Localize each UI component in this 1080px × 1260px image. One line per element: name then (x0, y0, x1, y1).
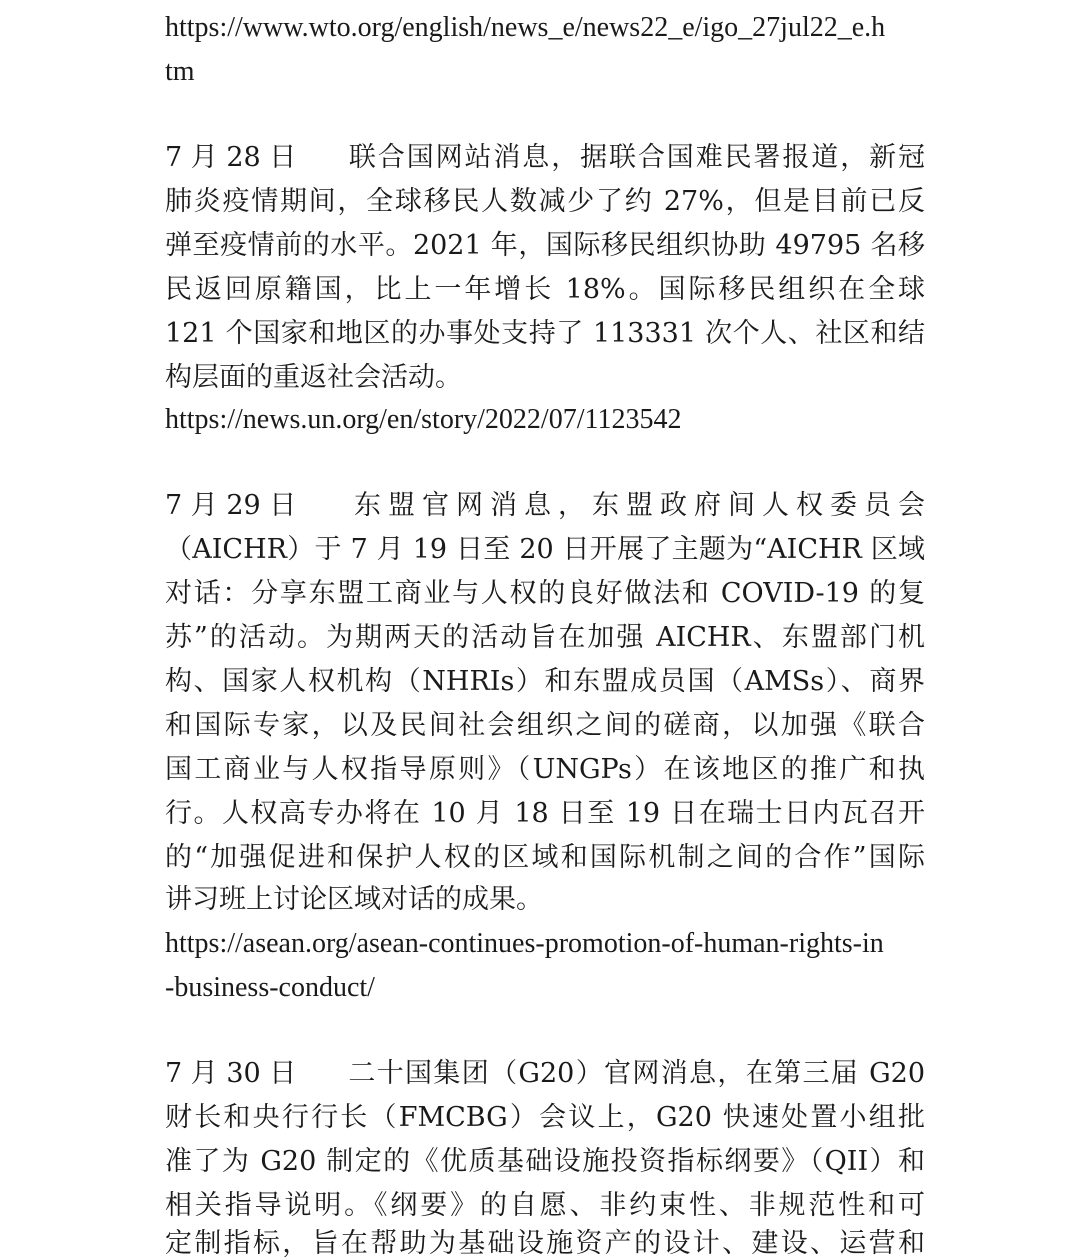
news-entry-jul29-line: 国工商业与人权指导原则》（UNGPs）在该地区的推广和执 (165, 754, 925, 785)
source-url-line[interactable]: https://asean.org/asean-continues-promotion-of-human-rights-in (165, 928, 884, 959)
source-url-line[interactable]: https://news.un.org/en/story/2022/07/1123542 (165, 404, 682, 435)
news-entry-jul30-line (165, 1052, 925, 1096)
entry-text: 二十国集团（G20）官网消息，在第三届 G20 (347, 1058, 925, 1089)
news-entry-jul30-line: 准了为 G20 制定的《优质基础设施投资指标纲要》（QII）和 (165, 1146, 925, 1177)
news-entry-jul29-line: 行。人权高专办将在 10 月 18 日至 19 日在瑞士日内瓦召开 (165, 798, 925, 829)
entry-text: 东盟官网消息，东盟政府间人权委员会 (347, 490, 925, 521)
entry-text: 联合国网站消息，据联合国难民署报道，新冠 (347, 142, 925, 173)
news-entry-jul30-line: 财长和央行行长（FMCBG）会议上，G20 快速处置小组批 (165, 1102, 925, 1133)
news-entry-jul28-line: 肺炎疫情期间，全球移民人数减少了约 27%，但是目前已反 (165, 186, 925, 217)
entry-date: 7 月 29 日 (165, 490, 297, 521)
news-entry-jul30-line: 相关指导说明。《纲要》的自愿、非约束性、非规范性和可 (165, 1190, 925, 1221)
news-entry-jul28-line: 构层面的重返社会活动。 (165, 362, 462, 393)
news-entry-jul28-line (165, 136, 925, 180)
news-entry-jul29-line: 构、国家人权机构（NHRIs）和东盟成员国（AMSs）、商界 (165, 666, 925, 697)
news-entry-jul28-line: 弹至疫情前的水平。2021 年，国际移民组织协助 49795 名移 (165, 230, 925, 261)
news-entry-jul29-line: 苏”的活动。为期两天的活动旨在加强 AICHR、东盟部门机 (165, 622, 925, 653)
entry-date: 7 月 28 日 (165, 142, 297, 173)
news-entry-jul29-line: 对话：分享东盟工商业与人权的良好做法和 COVID-19 的复 (165, 578, 925, 609)
source-url-line[interactable]: https://www.wto.org/english/news_e/news22_e/igo_27jul22_e.h (165, 12, 886, 43)
news-entry-jul30-line: 定制指标，旨在帮助为基础设施资产的设计、建设、运营和 (165, 1228, 925, 1259)
news-entry-jul29-line: （AICHR）于 7 月 19 日至 20 日开展了主题为“AICHR 区域 (165, 534, 925, 565)
news-entry-jul29-line: 讲习班上讨论区域对话的成果。 (165, 884, 543, 915)
source-url-line[interactable]: tm (165, 56, 195, 87)
source-url-line[interactable]: -business-conduct/ (165, 972, 375, 1003)
entry-date: 7 月 30 日 (165, 1058, 297, 1089)
news-entry-jul29-line: 的“加强促进和保护人权的区域和国际机制之间的合作”国际 (165, 842, 925, 873)
news-entry-jul29-line: 和国际专家，以及民间社会组织之间的磋商，以加强《联合 (165, 710, 925, 741)
news-entry-jul28-line: 民返回原籍国，比上一年增长 18%。国际移民组织在全球 (165, 274, 925, 305)
news-entry-jul28-line: 121 个国家和地区的办事处支持了 113331 次个人、社区和结 (165, 318, 925, 349)
news-entry-jul29-line (165, 484, 925, 528)
